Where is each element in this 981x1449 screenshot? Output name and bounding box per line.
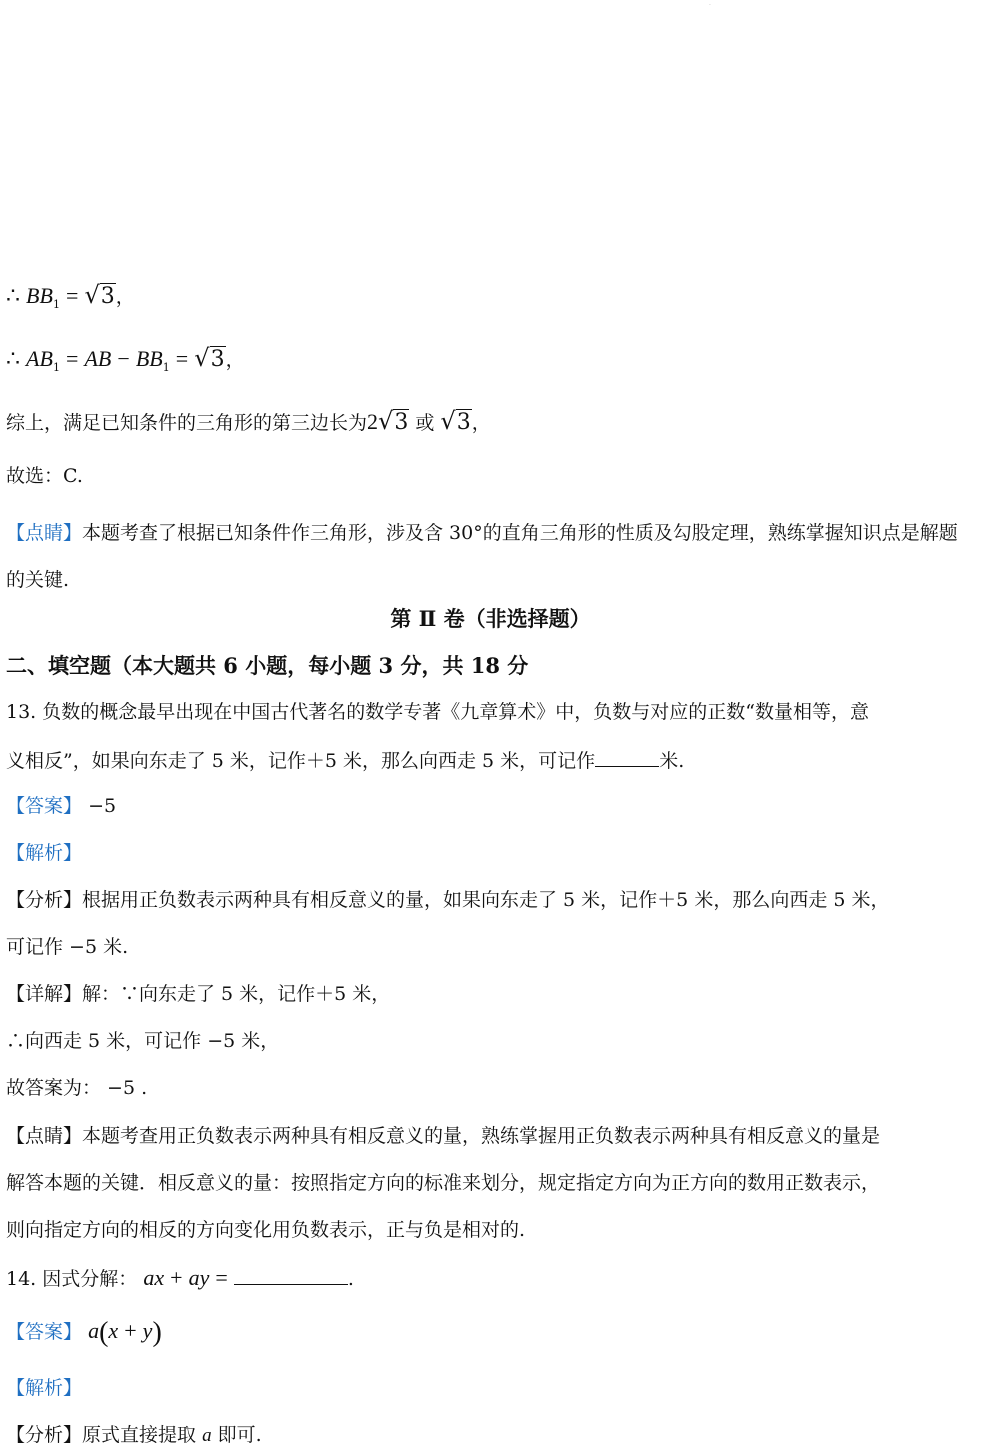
dianjing-text: 本题考查用正负数表示两种具有相反意义的量，熟练掌握用正负数表示两种具有相反意义的量是 xyxy=(82,1125,881,1147)
eq1-sub: 1 xyxy=(52,297,60,311)
analysis-tag: 【解析】 xyxy=(6,1377,83,1399)
q14-pre: 14. 因式分解： xyxy=(6,1268,138,1290)
fenxi-tag: 【分析】 xyxy=(6,889,83,911)
answer-value: −5 xyxy=(88,795,117,817)
choice-line: 故选：C. xyxy=(6,465,83,487)
ans-lparen: ( xyxy=(99,1317,109,1348)
q13-dianjing-line2: 解答本题的关键．相反意义的量：按照指定方向的标准来划分，规定指定方向为正方向的数用正数表示， xyxy=(6,1172,881,1194)
eq2-a: AB xyxy=(26,346,53,371)
q14-expr-a: ax xyxy=(143,1265,165,1290)
answer-tag: 【答案】 xyxy=(6,1321,83,1343)
q14-eq: = xyxy=(215,1265,228,1290)
comment-tag: 【点睛】 xyxy=(6,522,83,544)
eq2-minus: − xyxy=(117,346,130,371)
q13-xiangjie-line2: ∴向西走 5 米，可记作 −5 米， xyxy=(6,1030,280,1052)
summary-rad1: 3 xyxy=(394,410,409,435)
therefore-symbol: ∴ xyxy=(6,283,20,308)
q13-answer xyxy=(6,793,116,819)
eq1-eq: = xyxy=(65,283,79,308)
q13-analysis-tag xyxy=(6,840,82,866)
q12-comment xyxy=(6,510,971,604)
analysis-tag: 【解析】 xyxy=(6,842,83,864)
q13-answer-blank xyxy=(595,746,659,767)
xiangjie-text: 解：∵向东走了 5 米，记作＋5 米， xyxy=(82,983,391,1005)
q14-answer xyxy=(6,1318,162,1346)
ans-y: y xyxy=(142,1318,153,1343)
eq2-b: AB xyxy=(84,346,112,371)
answer-tag: 【答案】 xyxy=(6,795,83,817)
ans-a: a xyxy=(88,1318,100,1343)
fenxi-var: a xyxy=(202,1425,212,1446)
eq2-csub: 1 xyxy=(162,360,170,374)
q14-analysis-tag xyxy=(6,1375,82,1401)
q13-fenxi xyxy=(6,887,889,913)
q13-text-line2 xyxy=(6,746,684,774)
summary-line xyxy=(6,408,491,436)
eq1-radicand: 3 xyxy=(100,284,115,309)
scan-dot: · xyxy=(709,2,711,9)
xiangjie-tag: 【详解】 xyxy=(6,983,83,1005)
q14-plus: + xyxy=(170,1265,183,1290)
q13-dianjing xyxy=(6,1123,880,1149)
q13-fenxi-line2: 可记作 −5 米. xyxy=(6,936,129,958)
sqrt-3: √3 xyxy=(440,407,471,435)
summary-rad2: 3 xyxy=(456,410,471,435)
summary-mid: 或 xyxy=(415,412,435,434)
eq2-eq: = xyxy=(65,346,79,371)
ans-rparen: ) xyxy=(152,1317,162,1348)
comment-text: 本题考查了根据已知条件作三角形，涉及含 30°的直角三角形的性质及勾股定理，熟练掌握知识点是解题的关键. xyxy=(6,522,958,591)
section-title: 第 Ⅱ 卷（非选择题） xyxy=(390,606,591,631)
eq2-tail: ， xyxy=(225,349,245,371)
eq2-radicand: 3 xyxy=(210,347,225,372)
therefore-symbol: ∴ xyxy=(6,346,20,371)
eq2-c: BB xyxy=(135,346,163,371)
ans-x: x xyxy=(108,1318,119,1343)
fenxi-pre: 原式直接提取 xyxy=(82,1424,203,1446)
q14-fenxi xyxy=(6,1422,262,1449)
q14-post: . xyxy=(347,1268,354,1290)
sqrt-3: √3 xyxy=(194,344,225,372)
eq2-eq2: = xyxy=(175,346,189,371)
summary-coef: 2 xyxy=(367,409,379,434)
fenxi-tag: 【分析】 xyxy=(6,1424,83,1446)
fenxi-post: 即可. xyxy=(211,1424,262,1446)
sqrt-3: √3 xyxy=(84,281,115,309)
part-title: 二、填空题（本大题共 6 小题，每小题 3 分，共 18 分 xyxy=(6,653,529,678)
q14-expr-b: ay xyxy=(188,1265,210,1290)
summary-pre: 综上，满足已知条件的三角形的第三边长为 xyxy=(6,412,368,434)
q14-question xyxy=(6,1264,354,1292)
q13-answer-line: 故答案为： −5 . xyxy=(6,1077,148,1099)
q13-text-post: 米. xyxy=(659,750,685,772)
sqrt-3: √3 xyxy=(378,407,409,435)
q13-text-pre: 义相反”，如果向东走了 5 米，记作＋5 米，那么向西走 5 米，可记作 xyxy=(6,750,596,772)
ans-plus: + xyxy=(124,1318,137,1343)
q13-xiangjie xyxy=(6,981,390,1007)
summary-tail: ， xyxy=(471,412,491,434)
dianjing-tag: 【点睛】 xyxy=(6,1125,83,1147)
eq1-tail: ， xyxy=(115,286,135,308)
eq1-lhs: BB xyxy=(26,283,53,308)
q13-text-line1: 13. 负数的概念最早出现在中国古代著名的数学专著《九章算术》中，负数与对应的正数“数量相等，意 xyxy=(6,701,869,723)
equation-ab1 xyxy=(6,345,245,381)
eq2-asub: 1 xyxy=(52,360,60,374)
fenxi-text: 根据用正负数表示两种具有相反意义的量，如果向东走了 5 米，记作＋5 米，那么向西走 5 米， xyxy=(82,889,890,911)
q14-answer-blank xyxy=(234,1264,348,1285)
q13-dianjing-line3: 则向指定方向的相反的方向变化用负数表示，正与负是相对的. xyxy=(6,1219,526,1241)
equation-bb1 xyxy=(6,282,135,318)
